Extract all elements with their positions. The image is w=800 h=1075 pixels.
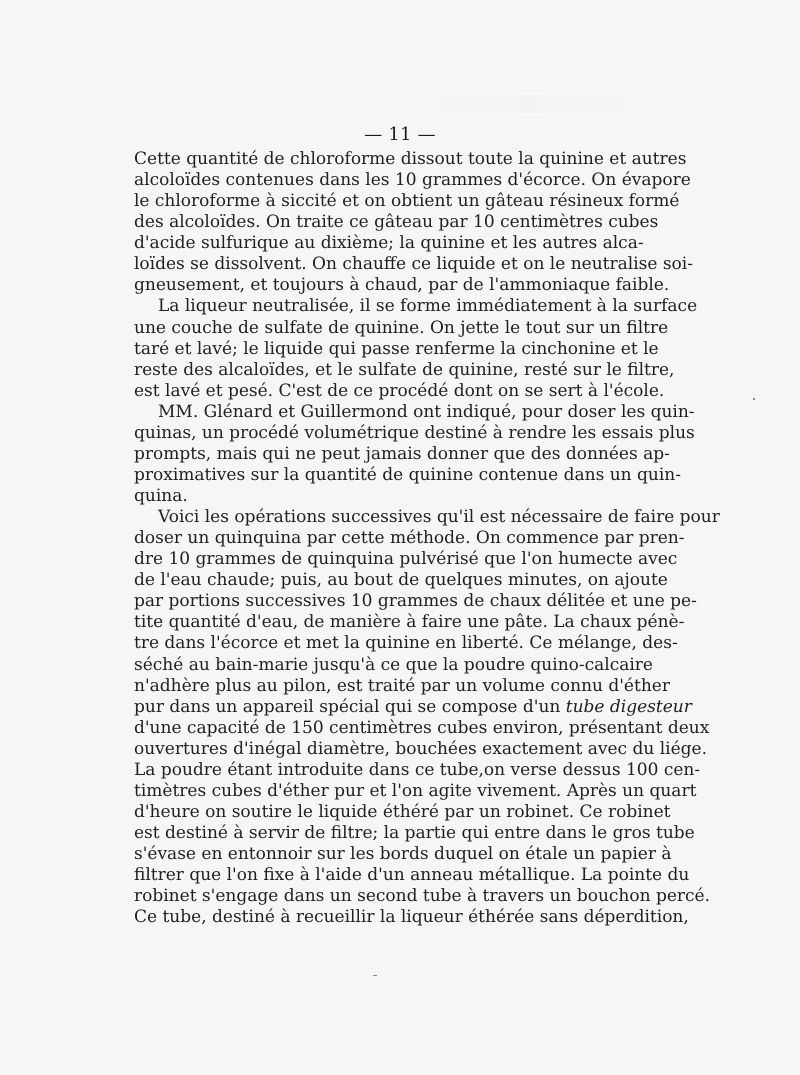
- paragraph-line: doser un quinquina par cette méthode. On commence par pren-: [134, 528, 685, 549]
- paragraph-line: par portions successives 10 grammes de chaux délitée et une pe-: [134, 591, 697, 612]
- paragraph-line: loïdes se dissolvent. On chauffe ce liquide et on le neutralise soi-: [134, 254, 693, 275]
- paragraph-line: Ce tube, destiné à recueillir la liqueur éthérée sans déperdition,: [134, 907, 689, 928]
- paragraph-line: filtrer que l'on fixe à l'aide d'un anneau métallique. La pointe du: [134, 865, 690, 886]
- paragraph-line: d'une capacité de 150 centimètres cubes environ, présentant deux: [134, 717, 710, 738]
- paragraph-line: séché au bain-marie jusqu'à ce que la poudre quino-calcaire: [134, 654, 653, 675]
- paragraph-line: de l'eau chaude; puis, au bout de quelques minutes, on ajoute: [134, 570, 668, 591]
- paragraph-line: d'heure on soutire le liquide éthéré par un robinet. Ce robinet: [134, 801, 671, 822]
- paragraph-line: proximatives sur la quantité de quinine contenue dans un quin-: [134, 464, 681, 485]
- page-mark: [373, 975, 377, 976]
- paragraph-line: Cette quantité de chloroforme dissout toute la quinine et autres: [134, 149, 687, 169]
- paragraph-line: robinet s'engage dans un second tube à travers un bouchon percé.: [134, 886, 711, 907]
- paragraph-line: d'acide sulfurique au dixième; la quinine et les autres alca-: [134, 233, 644, 254]
- paragraph-line: dre 10 grammes de quinquina pulvérisé que l'on humecte avec: [134, 549, 678, 570]
- paragraph-line: s'évase en entonnoir sur les bords duquel on étale un papier à: [134, 844, 672, 865]
- paragraph-line: est lavé et pesé. C'est de ce procédé dont on se sert à l'école.: [134, 380, 665, 401]
- paragraph-line: ouvertures d'inégal diamètre, bouchées exactement avec du liége.: [134, 738, 707, 759]
- paragraph-line: n'adhère plus au pilon, est traité par un volume connu d'éther: [134, 675, 670, 696]
- page-mark: [753, 398, 755, 400]
- paragraph-line: MM. Glénard et Guillermond ont indiqué, pour doser les quin-: [158, 401, 695, 422]
- paragraph-line: reste des alcaloïdes, et le sulfate de quinine, resté sur le filtre,: [134, 359, 675, 380]
- paragraph-line: La liqueur neutralisée, il se forme immédiatement à la surface: [158, 296, 698, 317]
- paragraph-line: une couche de sulfate de quinine. On jette le tout sur un filtre: [134, 317, 669, 338]
- paragraph-line: quinas, un procédé volumétrique destiné à rendre les essais plus: [134, 422, 695, 443]
- paragraph-line: quina.: [134, 486, 188, 506]
- paragraph-line: est destiné à servir de filtre; la partie qui entre dans le gros tube: [134, 823, 695, 843]
- body-text: [134, 149, 720, 928]
- paragraph-line: La poudre étant introduite dans ce tube,on verse dessus 100 cen-: [134, 759, 701, 780]
- page-number: — 11 —: [364, 124, 436, 145]
- paragraph-line: alcoloïdes contenues dans les 10 grammes d'écorce. On évapore: [134, 170, 691, 191]
- line-text: pur dans un appareil spécial qui se compose d'un: [134, 696, 566, 717]
- paragraph-line: le chloroforme à siccité et on obtient un gâteau résineux formé: [134, 191, 680, 212]
- paragraph-line: tre dans l'écorce et met la quinine en liberté. Ce mélange, des-: [134, 633, 678, 654]
- paragraph-line-with-italic: [134, 696, 692, 718]
- paragraph-line: des alcoloïdes. On traite ce gâteau par 10 centimètres cubes: [134, 212, 659, 233]
- paragraph-line: gneusement, et toujours à chaud, par de l'ammoniaque faible.: [134, 275, 670, 296]
- italic-phrase: tube digesteur: [565, 696, 692, 717]
- paragraph-line: tite quantité d'eau, de manière à faire une pâte. La chaux pénè-: [134, 612, 685, 633]
- paragraph-line: Voici les opérations successives qu'il est nécessaire de faire pour: [158, 507, 720, 528]
- paragraph-line: taré et lavé; le liquide qui passe renferme la cinchonine et le: [134, 338, 659, 359]
- paragraph-line: prompts, mais qui ne peut jamais donner que des données ap-: [134, 443, 670, 464]
- paragraph-line: timètres cubes d'éther pur et l'on agite vivement. Après un quart: [134, 780, 697, 801]
